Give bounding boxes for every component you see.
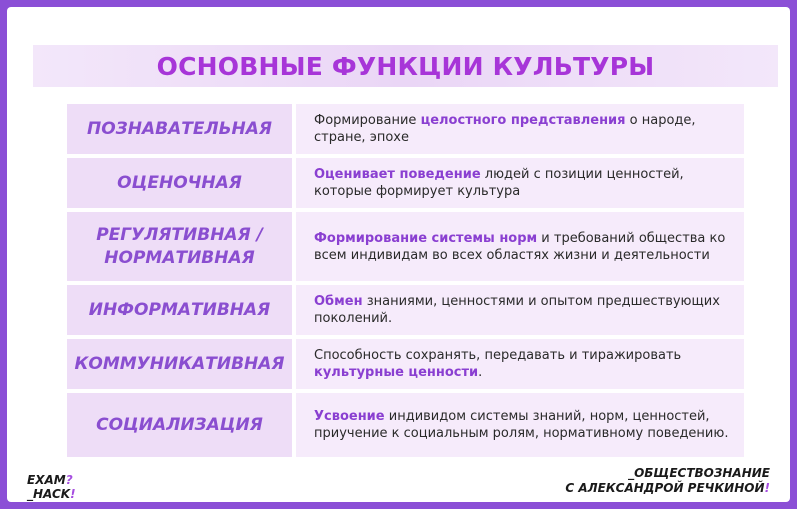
table-row bbox=[67, 104, 744, 154]
table-row bbox=[67, 339, 744, 389]
function-name: РЕГУЛЯТИВНАЯ / НОРМАТИВНАЯ bbox=[67, 212, 292, 281]
logo-mark: ? bbox=[65, 473, 73, 487]
signature-line: С АЛЕКСАНДРОЙ РЕЧКИНОЙ! bbox=[565, 481, 770, 495]
description-text: Способность сохранять, передавать и тиражировать bbox=[314, 348, 682, 363]
function-name: ИНФОРМАТИВНАЯ bbox=[67, 285, 292, 335]
signature-line: _ОБЩЕСТВОЗНАНИЕ bbox=[628, 466, 770, 480]
course-signature bbox=[565, 466, 770, 496]
highlighted-text: Обмен bbox=[314, 294, 363, 309]
function-description bbox=[296, 212, 744, 281]
description-text: знаниями, ценностями и опытом предшествующих поколений. bbox=[314, 294, 720, 326]
page-title: ОСНОВНЫЕ ФУНКЦИИ КУЛЬТУРЫ bbox=[156, 51, 655, 81]
function-name: КОММУНИКАТИВНАЯ bbox=[67, 339, 292, 389]
function-description bbox=[296, 339, 744, 389]
description-text: о народе, стране, эпохе bbox=[314, 113, 696, 145]
function-description bbox=[296, 393, 744, 457]
highlighted-text: Усвоение bbox=[314, 409, 385, 424]
logo-line: _HACK bbox=[27, 487, 71, 501]
highlighted-text: культурные ценности bbox=[314, 365, 479, 380]
title-bar bbox=[33, 45, 778, 87]
description-text: индивидом системы знаний, норм, ценностей, приучение к социальным ролям, нормативному поведению. bbox=[314, 409, 729, 441]
logo-mark: ! bbox=[70, 487, 76, 501]
logo-line: EXAM bbox=[27, 473, 66, 487]
table-row bbox=[67, 285, 744, 335]
functions-table bbox=[67, 104, 744, 461]
function-name: ПОЗНАВАТЕЛЬНАЯ bbox=[67, 104, 292, 154]
function-name: ОЦЕНОЧНАЯ bbox=[67, 158, 292, 208]
signature-mark: ! bbox=[764, 481, 770, 495]
highlighted-text: Формирование системы норм bbox=[314, 230, 538, 246]
function-name: СОЦИАЛИЗАЦИЯ bbox=[67, 393, 292, 457]
description-text: людей с позиции ценностей, которые формирует культура bbox=[314, 167, 684, 199]
table-row bbox=[67, 393, 744, 457]
table-row bbox=[67, 158, 744, 208]
examhack-logo bbox=[27, 473, 76, 501]
table-row bbox=[67, 212, 744, 281]
description-text: и требований общества ко всем индивидам во всех областях жизни и деятельности bbox=[314, 230, 726, 263]
description-text: Формирование bbox=[314, 113, 421, 128]
function-description bbox=[296, 104, 744, 154]
card-frame bbox=[7, 7, 790, 502]
highlighted-text: целостного представления bbox=[420, 113, 626, 128]
description-text: . bbox=[478, 365, 483, 380]
function-description bbox=[296, 158, 744, 208]
function-description bbox=[296, 285, 744, 335]
highlighted-text: Оценивает поведение bbox=[314, 167, 481, 182]
